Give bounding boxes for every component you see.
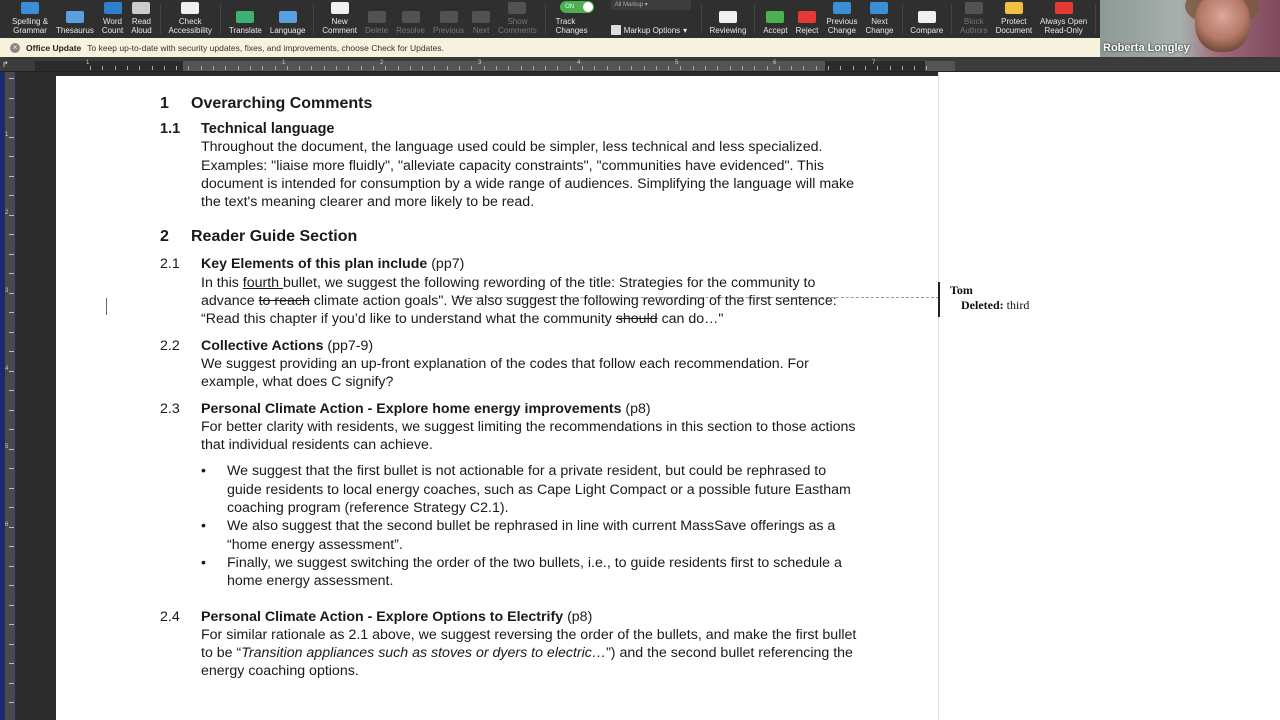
markup-area bbox=[938, 72, 1280, 720]
ruler-number: 3 bbox=[478, 60, 482, 66]
italic-run: Transition appliances such as stoves or dyers to electric… bbox=[241, 645, 607, 662]
ruler-tick bbox=[9, 410, 14, 411]
button-label: Markup Options bbox=[623, 25, 681, 35]
ruler-tick bbox=[816, 66, 817, 70]
change-bar bbox=[106, 298, 107, 315]
button-label: Document bbox=[995, 26, 1033, 35]
button-label: Protect bbox=[1001, 17, 1027, 26]
ruler-tick bbox=[9, 429, 14, 430]
list-item: • We suggest that the first bullet is not actionable for a private resident, but could be rephrased to guide residents to local energy coaches, such as Cape Light Compact or a possible future Eastham coaching program (reference Strategy C2.1). bbox=[201, 462, 860, 517]
ruler-tick bbox=[348, 66, 349, 70]
ruler-tick bbox=[422, 66, 423, 70]
previous-button[interactable] bbox=[429, 0, 468, 38]
word-count-button[interactable] bbox=[98, 0, 127, 38]
ruler-number: 2 bbox=[5, 210, 9, 216]
ribbon-separator bbox=[902, 4, 903, 34]
text-run: For similar rationale as 2.1 above, we suggest reversing the order of the bullets, and make the first bullet to be “ bbox=[201, 626, 857, 662]
ruler-number: 1 bbox=[86, 60, 90, 66]
text-run: ”) and the second bullet referencing the energy coaching options. bbox=[201, 645, 853, 680]
button-label: Comments bbox=[498, 26, 537, 35]
ruler-tick bbox=[853, 66, 854, 70]
heading-number: 2.1 bbox=[160, 256, 180, 273]
ruler-tick bbox=[9, 390, 14, 391]
heading-text: Personal Climate Action - Explore Options to Electrify bbox=[201, 608, 564, 625]
heading-2 bbox=[160, 225, 860, 249]
button-label: Translate bbox=[228, 26, 262, 35]
track-changes-toggle[interactable] bbox=[550, 0, 605, 38]
tracked-deletion[interactable]: to reach bbox=[258, 293, 310, 310]
heading-2-4 bbox=[160, 608, 860, 626]
heading-2-2 bbox=[160, 337, 860, 355]
ruler-tick bbox=[336, 66, 337, 70]
show-comments-icon bbox=[508, 2, 526, 14]
button-label: Accept bbox=[763, 26, 788, 35]
next-change-button[interactable] bbox=[861, 0, 897, 38]
next-button[interactable] bbox=[468, 0, 494, 38]
revision-author: Tom bbox=[950, 283, 973, 297]
ruler-tick bbox=[213, 66, 214, 70]
button-label: Reviewing bbox=[709, 26, 747, 35]
ruler-tick bbox=[668, 66, 669, 70]
button-label: Check bbox=[178, 17, 202, 26]
ruler-tick bbox=[9, 351, 14, 352]
reject-button[interactable] bbox=[792, 0, 823, 38]
ruler-tick bbox=[9, 293, 14, 294]
ruler-tick bbox=[9, 273, 14, 274]
reject-icon bbox=[798, 11, 816, 23]
ruler-tick bbox=[9, 585, 14, 586]
ruler-tick bbox=[447, 66, 448, 70]
read-only-icon bbox=[1055, 2, 1073, 14]
always-open-read-only-button[interactable] bbox=[1036, 0, 1091, 38]
ruler-tick bbox=[533, 66, 534, 70]
button-label: Next bbox=[472, 26, 490, 35]
button-label: Authors bbox=[960, 26, 988, 35]
globe-icon bbox=[279, 11, 297, 23]
heading-text: Key Elements of this plan include bbox=[201, 256, 428, 273]
button-label: Previous bbox=[433, 26, 465, 35]
ruler-tick bbox=[779, 66, 780, 70]
ribbon-separator bbox=[220, 4, 221, 34]
ruler-tick bbox=[656, 66, 657, 70]
button-label: Always Open bbox=[1040, 17, 1088, 26]
accessibility-icon bbox=[181, 2, 199, 14]
ruler-tick bbox=[828, 66, 829, 70]
ruler-tick bbox=[9, 468, 14, 469]
ruler-tick bbox=[9, 195, 14, 196]
show-comments-button[interactable] bbox=[494, 0, 541, 38]
ruler-tick bbox=[225, 66, 226, 70]
text-run: climate action goals". We also suggest the following rewording of the first sentence: “Read this chapter if you’d like to understand what the community bbox=[201, 293, 837, 328]
ruler-number: 4 bbox=[577, 60, 581, 66]
office-update-bar bbox=[0, 38, 1100, 57]
ribbon-separator bbox=[1095, 4, 1096, 34]
video-participant-tile bbox=[1100, 0, 1280, 57]
protect-document-button[interactable] bbox=[992, 0, 1036, 38]
bullet-list bbox=[160, 462, 860, 590]
read-aloud-button[interactable] bbox=[127, 0, 155, 38]
heading-1 bbox=[160, 92, 860, 116]
ruler-tick bbox=[201, 66, 202, 70]
text-run: In this bbox=[201, 274, 243, 291]
button-label: Word bbox=[103, 17, 122, 26]
list-item: • Finally, we suggest switching the order of the two bullets, i.e., to guide residents first to schedule a home energy assessment. bbox=[201, 554, 860, 591]
thesaurus-button[interactable] bbox=[52, 0, 98, 38]
ruler-tick bbox=[890, 66, 891, 70]
heading-text: Reader Guide Section bbox=[191, 228, 358, 246]
ruler-tick bbox=[9, 117, 14, 118]
ruler-tick bbox=[385, 66, 386, 70]
ruler-tick bbox=[262, 66, 263, 70]
ruler-number: 1 bbox=[282, 60, 286, 66]
ruler-tick bbox=[902, 66, 903, 70]
paragraph: Throughout the document, the language used could be simpler, less technical and less specialized. Examples: "liaise more fluidly", "alleviate capacity constraints", "communities have evidenced". This document is intended for consumption by a wide range of audiences. Simplifying the language will make the text's meaning clearer and more likely to be read. bbox=[201, 139, 855, 211]
ruler-tick bbox=[434, 66, 435, 70]
button-label: Delete bbox=[364, 26, 389, 35]
markup-controls bbox=[605, 0, 697, 38]
heading-1-1 bbox=[160, 120, 860, 138]
button-label: Change bbox=[827, 26, 856, 35]
left-margin bbox=[35, 61, 183, 71]
button-label: Show bbox=[507, 17, 528, 26]
ruler-number: 1 bbox=[5, 132, 9, 138]
reviewing-pane-icon bbox=[719, 11, 737, 23]
paragraph: We suggest providing an up-front explanation of the codes that follow each recommendation. For example, what does C signify? bbox=[201, 355, 809, 391]
heading-number: 2.4 bbox=[160, 608, 180, 625]
update-title: Office Update bbox=[26, 42, 82, 53]
ribbon-separator bbox=[754, 4, 755, 34]
ruler-tick bbox=[9, 137, 14, 138]
heading-number: 2 bbox=[160, 228, 169, 246]
heading-text: Technical language bbox=[201, 121, 335, 137]
markup-display-select[interactable]: All Markup ▾ bbox=[611, 0, 691, 10]
button-label: Count bbox=[101, 26, 124, 35]
heading-2-3 bbox=[160, 400, 860, 418]
ruler-tick bbox=[9, 371, 14, 372]
ruler-number: 6 bbox=[773, 60, 777, 66]
toggle-switch[interactable] bbox=[560, 1, 594, 13]
ruler-tick bbox=[361, 66, 362, 70]
tracked-deletion[interactable]: should bbox=[615, 311, 658, 328]
previous-change-button[interactable] bbox=[822, 0, 861, 38]
previous-comment-icon bbox=[440, 11, 458, 23]
heading-number: 2.3 bbox=[160, 400, 180, 417]
ruler-tick bbox=[9, 683, 14, 684]
text-run: can do…" bbox=[657, 311, 724, 328]
ruler-tick bbox=[9, 215, 14, 216]
button-label: Next bbox=[871, 17, 888, 26]
ruler-number: 2 bbox=[380, 60, 384, 66]
ribbon-separator bbox=[951, 4, 952, 34]
ruler-tick bbox=[299, 66, 300, 70]
ruler-tick bbox=[164, 66, 165, 70]
ruler-tick bbox=[410, 66, 411, 70]
vertical-ruler[interactable] bbox=[0, 72, 16, 720]
revision-change bbox=[950, 298, 1138, 313]
tracked-insertion[interactable]: fourth bbox=[242, 274, 284, 291]
ruler-tick bbox=[324, 66, 325, 70]
ruler-tick bbox=[619, 66, 620, 70]
review-ribbon bbox=[0, 0, 1100, 38]
page-ref: (pp7) bbox=[427, 256, 465, 273]
ruler-tick bbox=[9, 332, 14, 333]
page-ref: (p8) bbox=[621, 400, 651, 417]
ruler-tick bbox=[742, 66, 743, 70]
button-label: Previous bbox=[826, 17, 858, 26]
ruler-tick bbox=[631, 66, 632, 70]
translate-button[interactable] bbox=[225, 0, 266, 38]
button-label: New bbox=[331, 17, 348, 26]
block-authors-button[interactable] bbox=[956, 0, 992, 38]
vruler-track bbox=[5, 72, 15, 720]
page-ref: (pp7-9) bbox=[323, 337, 374, 354]
ruler-tick bbox=[238, 66, 239, 70]
ribbon-separator bbox=[313, 4, 314, 34]
heading-text: Personal Climate Action - Explore home energy improvements bbox=[201, 400, 622, 417]
ruler-tick bbox=[767, 66, 768, 70]
ruler-tick bbox=[9, 702, 14, 703]
word-count-icon bbox=[104, 2, 122, 14]
ruler-tick bbox=[545, 66, 546, 70]
ruler-tick bbox=[9, 254, 14, 255]
language-button[interactable] bbox=[266, 0, 310, 38]
new-comment-icon bbox=[331, 2, 349, 14]
ruler-tick bbox=[176, 66, 177, 70]
ruler-tick bbox=[9, 98, 14, 99]
lock-icon bbox=[1005, 2, 1023, 14]
ruler-tick bbox=[275, 66, 276, 70]
page-ref: (p8) bbox=[563, 608, 593, 625]
resolve-button[interactable] bbox=[392, 0, 429, 38]
accept-icon bbox=[766, 11, 784, 23]
ruler-number: 6 bbox=[5, 522, 9, 528]
ribbon-separator bbox=[545, 4, 546, 34]
close-icon[interactable]: × bbox=[10, 43, 20, 53]
ruler-tick bbox=[9, 156, 14, 157]
button-label: Block bbox=[964, 17, 984, 26]
paragraph: For better clarity with residents, we suggest limiting the recommendations in this section to those actions that individual residents can achieve. bbox=[201, 418, 856, 454]
ruler-tick bbox=[373, 66, 374, 70]
ribbon-separator bbox=[160, 4, 161, 34]
ruler-tick bbox=[9, 176, 14, 177]
button-label: Spelling & bbox=[12, 17, 49, 26]
markup-options-icon bbox=[611, 25, 621, 35]
change-type: Deleted: bbox=[961, 298, 1004, 312]
button-label: Reject bbox=[795, 26, 819, 35]
ruler-tick bbox=[693, 66, 694, 70]
next-change-icon bbox=[870, 2, 888, 14]
ruler-tick bbox=[840, 66, 841, 70]
ruler-tick bbox=[754, 66, 755, 70]
ruler-tick bbox=[644, 66, 645, 70]
resolve-icon bbox=[402, 11, 420, 23]
ruler-tick bbox=[914, 66, 915, 70]
toggle-state: ON bbox=[565, 4, 575, 10]
button-label: Thesaurus bbox=[56, 26, 94, 35]
button-label: Read-Only bbox=[1044, 26, 1083, 35]
ruler-tick bbox=[607, 66, 608, 70]
text-run: bullet, we suggest the following rewording of the title: Strategies for the community to advance bbox=[201, 274, 816, 310]
ruler-tick bbox=[90, 66, 91, 70]
ruler-tick bbox=[717, 66, 718, 70]
ruler-tick bbox=[484, 66, 485, 70]
ruler-tick bbox=[582, 66, 583, 70]
heading-number: 1 bbox=[160, 95, 169, 112]
heading-text: Collective Actions bbox=[201, 337, 324, 354]
list-item: • We also suggest that the second bullet be rephrased in line with current MassSave offerings as a “home energy assessment”. bbox=[201, 517, 860, 554]
change-text: third bbox=[1006, 298, 1030, 312]
ruler-tick bbox=[496, 66, 497, 70]
select-value: All Markup bbox=[614, 2, 644, 8]
translate-icon bbox=[236, 11, 254, 23]
ruler-tick bbox=[139, 66, 140, 70]
ruler-tick bbox=[287, 66, 288, 70]
document-body[interactable] bbox=[160, 92, 860, 681]
ruler-tick bbox=[521, 66, 522, 70]
ruler-tick bbox=[9, 644, 14, 645]
ruler-tick bbox=[127, 66, 128, 70]
paragraph bbox=[160, 274, 860, 329]
ruler-tick bbox=[680, 66, 681, 70]
check-accessibility-button[interactable] bbox=[164, 0, 216, 38]
button-label: Read bbox=[131, 17, 151, 26]
ruler-tick bbox=[9, 546, 14, 547]
tab-stop-selector-icon[interactable]: ↱ bbox=[2, 60, 9, 69]
ruler-tick bbox=[865, 66, 866, 70]
button-label: Resolve bbox=[396, 26, 425, 35]
reviewing-button[interactable] bbox=[705, 0, 750, 38]
button-label: Grammar bbox=[13, 26, 47, 35]
heading-number: 1.1 bbox=[160, 121, 181, 137]
ruler-tick bbox=[9, 527, 14, 528]
button-label: Change bbox=[865, 26, 894, 35]
ruler-tick bbox=[730, 66, 731, 70]
button-label: Accessibility bbox=[168, 26, 213, 35]
ruler-tick bbox=[9, 507, 14, 508]
accept-button[interactable] bbox=[759, 0, 791, 38]
ruler-tick bbox=[926, 66, 927, 70]
participant-name: Roberta Longley bbox=[1103, 42, 1190, 54]
compare-button[interactable] bbox=[906, 0, 947, 38]
book-icon bbox=[66, 11, 84, 23]
ruler-tick bbox=[398, 66, 399, 70]
heading-text: Overarching Comments bbox=[191, 95, 373, 112]
button-label: Track Changes bbox=[555, 17, 588, 35]
ruler-tick bbox=[250, 66, 251, 70]
ruler-tick bbox=[459, 66, 460, 70]
ruler-tick bbox=[9, 605, 14, 606]
ruler-tick bbox=[9, 488, 14, 489]
ruler-tick bbox=[152, 66, 153, 70]
compare-icon bbox=[918, 11, 936, 23]
horizontal-ruler[interactable] bbox=[0, 60, 1280, 72]
ruler-tick bbox=[9, 312, 14, 313]
ruler-tick bbox=[9, 566, 14, 567]
ruler-tick bbox=[9, 78, 14, 79]
button-label: Compare bbox=[910, 26, 944, 35]
delete-button[interactable] bbox=[361, 0, 392, 38]
previous-change-icon bbox=[833, 2, 851, 14]
ribbon-separator bbox=[701, 4, 702, 34]
ruler-number: 7 bbox=[872, 60, 876, 66]
ruler-tick bbox=[102, 66, 103, 70]
ruler-tick bbox=[9, 663, 14, 664]
revision-balloon[interactable] bbox=[938, 282, 1138, 317]
delete-comment-icon bbox=[368, 11, 386, 23]
ruler-tick bbox=[803, 66, 804, 70]
toggle-knob bbox=[583, 2, 593, 12]
paragraph bbox=[160, 626, 860, 681]
ruler-tick bbox=[705, 66, 706, 70]
ruler-tick bbox=[594, 66, 595, 70]
ruler-tick bbox=[9, 624, 14, 625]
ruler-tick bbox=[9, 234, 14, 235]
ruler-number: 4 bbox=[5, 366, 9, 372]
button-label: Language bbox=[269, 26, 306, 35]
ruler-number: 5 bbox=[5, 444, 9, 450]
ruler-number: 3 bbox=[5, 288, 9, 294]
ruler-number: 5 bbox=[675, 60, 679, 66]
heading-number: 2.2 bbox=[160, 337, 180, 354]
ruler-tick bbox=[570, 66, 571, 70]
button-label: Aloud bbox=[131, 26, 152, 35]
new-comment-button[interactable] bbox=[318, 0, 361, 38]
ruler-tick bbox=[115, 66, 116, 70]
spelling-button[interactable] bbox=[8, 0, 52, 38]
heading-2-1 bbox=[160, 255, 860, 273]
ruler-tick bbox=[791, 66, 792, 70]
ruler-tick bbox=[877, 66, 878, 70]
participant-face bbox=[1195, 0, 1250, 52]
ruler-tick bbox=[9, 449, 14, 450]
next-comment-icon bbox=[472, 11, 490, 23]
ruler-tick bbox=[557, 66, 558, 70]
ruler-tick bbox=[311, 66, 312, 70]
ruler-tick bbox=[508, 66, 509, 70]
spell-check-icon bbox=[21, 2, 39, 14]
markup-options-button[interactable]: Markup Options ▾ bbox=[611, 25, 691, 35]
read-aloud-icon bbox=[132, 2, 150, 14]
ruler-tick bbox=[188, 66, 189, 70]
block-authors-icon bbox=[965, 2, 983, 14]
update-message[interactable]: To keep up-to-date with security updates, fixes, and improvements, choose Check for Updates. bbox=[87, 42, 444, 53]
button-label: Comment bbox=[322, 26, 357, 35]
ruler-tick bbox=[471, 66, 472, 70]
